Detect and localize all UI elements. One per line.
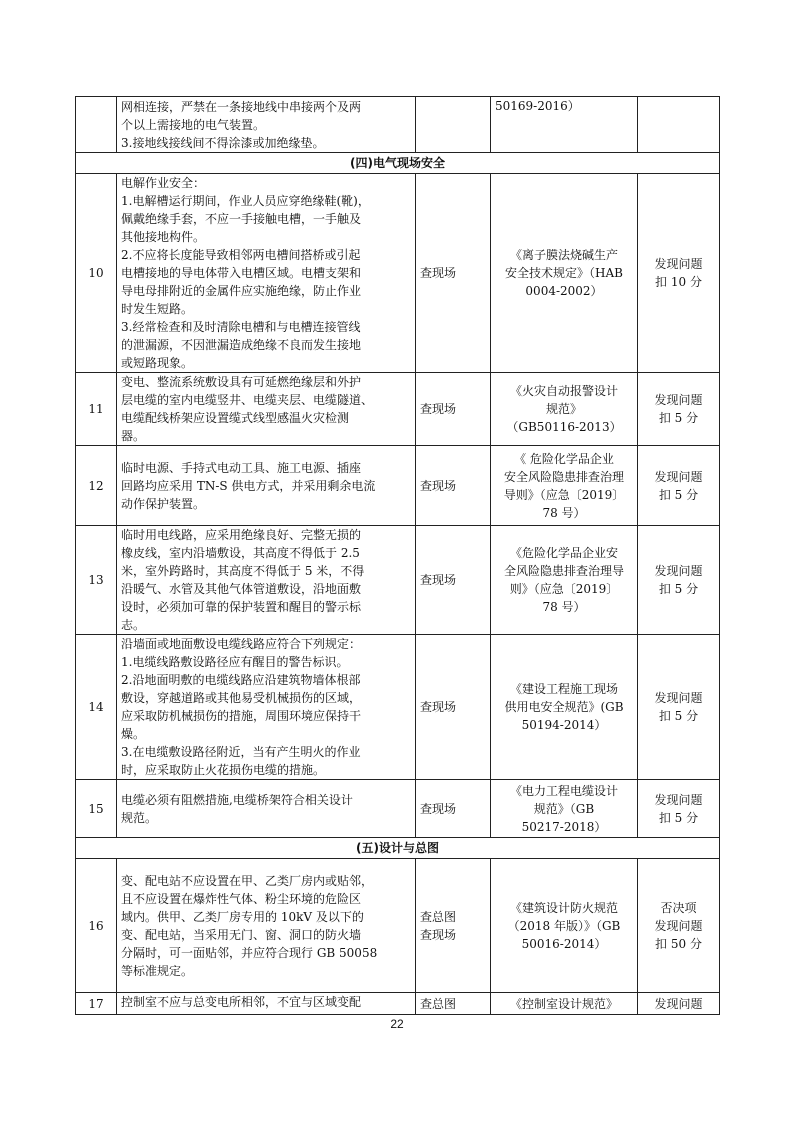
item-content: 临时用电线路，应采用绝缘良好、完整无损的 橡皮线，室内沿墙敷设，其高度不得低于 2.5 米，室外跨路时，其高度不得低于 5 米，不得 沿暖气、水管及其他气体管道敷设，沿地面敷 设时，必须加可靠的保护装置和醒目的警示标 志。	[117, 526, 416, 635]
deduction-score: 发现问题 扣 5 分	[638, 373, 720, 446]
inspection-method: 查现场	[416, 635, 491, 780]
item-number: 17	[76, 993, 117, 1015]
regulation-basis: 《 危险化学品企业 安全风险隐患排查治理 导则》（应急〔2019〕 78 号）	[491, 446, 638, 526]
table-row	[76, 97, 720, 153]
deduction-score: 发现问题 扣 5 分	[638, 780, 720, 838]
item-number	[76, 97, 117, 153]
table-row	[76, 859, 720, 993]
inspection-method: 查现场	[416, 526, 491, 635]
regulation-basis: 50169-2016）	[491, 97, 638, 153]
regulation-basis: 《危险化学品企业安 全风险隐患排查治理导 则》（应急〔2019〕 78 号）	[491, 526, 638, 635]
item-content: 变电、整流系统敷设具有可延燃绝缘层和外护 层电缆的室内电缆竖井、电缆夹层、电缆隧道、 电缆配线桥架应设置缆式线型感温火灾检测 器。	[117, 373, 416, 446]
item-content: 电缆必须有阻燃措施,电缆桥架符合相关设计 规范。	[117, 780, 416, 838]
table-row	[76, 174, 720, 373]
inspection-method: 查总图 查现场	[416, 859, 491, 993]
item-content: 网相连接，严禁在一条接地线中串接两个及两 个以上需接地的电气装置。 3.接地线接线间不得涂漆或加绝缘垫。	[117, 97, 416, 153]
regulation-basis: 《电力工程电缆设计 规范》（GB 50217-2018）	[491, 780, 638, 838]
table-row	[76, 993, 720, 1015]
item-number: 12	[76, 446, 117, 526]
item-content: 变、配电站不应设置在甲、乙类厂房内或贴邻， 且不应设置在爆炸性气体、粉尘环境的危险区 域内。供甲、乙类厂房专用的 10kV 及以下的 变、配电站，当采用无门、窗、洞口的防火墙 分隔时，可一面贴邻，并应符合现行 GB 50058 等标准规定。	[117, 859, 416, 993]
item-number: 16	[76, 859, 117, 993]
page-number: 22	[390, 1017, 404, 1031]
deduction-score: 发现问题 扣 5 分	[638, 526, 720, 635]
deduction-score: 发现问题 扣 10 分	[638, 174, 720, 373]
regulation-basis: 《建筑设计防火规范 （2018 年版）》（GB 50016-2014）	[491, 859, 638, 993]
regulation-basis: 《建设工程施工现场 供用电安全规范》(GB 50194-2014）	[491, 635, 638, 780]
regulation-basis: 《火灾自动报警设计 规范》 （GB50116-2013）	[491, 373, 638, 446]
inspection-method: 查现场	[416, 780, 491, 838]
deduction-score: 否决项 发现问题 扣 50 分	[638, 859, 720, 993]
section-title: (四)电气现场安全	[76, 153, 720, 174]
item-content: 控制室不应与总变电所相邻，不宜与区域变配	[117, 993, 416, 1015]
regulation-basis: 《离子膜法烧碱生产 安全技术规定》（HAB 0004-2002）	[491, 174, 638, 373]
table-row	[76, 446, 720, 526]
inspection-method: 查现场	[416, 174, 491, 373]
table-row	[76, 635, 720, 780]
item-number: 15	[76, 780, 117, 838]
inspection-method: 查现场	[416, 373, 491, 446]
inspection-method	[416, 97, 491, 153]
item-content: 沿墙面或地面敷设电缆线路应符合下列规定： 1.电缆线路敷设路径应有醒目的警告标识。 2.沿地面明敷的电缆线路应沿建筑物墙体根部 敷设，穿越道路或其他易受机械损伤的区域， 应采取防机械损伤的措施，周围环境应保持干 燥。 3.在电缆敷设路径附近，当有产生明火的作业 时，应采取防止火花损伤电缆的措施。	[117, 635, 416, 780]
item-number: 11	[76, 373, 117, 446]
deduction-score	[638, 97, 720, 153]
section-header	[76, 838, 720, 859]
section-header	[76, 153, 720, 174]
table-row	[76, 526, 720, 635]
regulation-basis: 《控制室设计规范》	[491, 993, 638, 1015]
deduction-score: 发现问题	[638, 993, 720, 1015]
item-number: 10	[76, 174, 117, 373]
deduction-score: 发现问题 扣 5 分	[638, 635, 720, 780]
inspection-method: 查总图	[416, 993, 491, 1015]
inspection-table	[75, 96, 720, 1015]
item-number: 13	[76, 526, 117, 635]
item-number: 14	[76, 635, 117, 780]
inspection-method: 查现场	[416, 446, 491, 526]
item-content: 临时电源、手持式电动工具、施工电源、插座 回路均应采用 TN-S 供电方式，并采用剩余电流 动作保护装置。	[117, 446, 416, 526]
item-content: 电解作业安全： 1.电解槽运行期间，作业人员应穿绝缘鞋(靴)， 佩戴绝缘手套，不应一手接触电槽，一手触及 其他接地构件。 2.不应将长度能导致相邻两电槽间搭桥或引起 电槽接地的导电体带入电槽区域。电槽支架和 导电母排附近的金属件应实施绝缘，防止作业 时发生短路。 3.经常检查和及时清除电槽和与电槽连接管线 的泄漏源，不因泄漏造成绝缘不良而发生接地 或短路现象。	[117, 174, 416, 373]
table-row	[76, 373, 720, 446]
table-row	[76, 780, 720, 838]
section-title: (五)设计与总图	[76, 838, 720, 859]
deduction-score: 发现问题 扣 5 分	[638, 446, 720, 526]
